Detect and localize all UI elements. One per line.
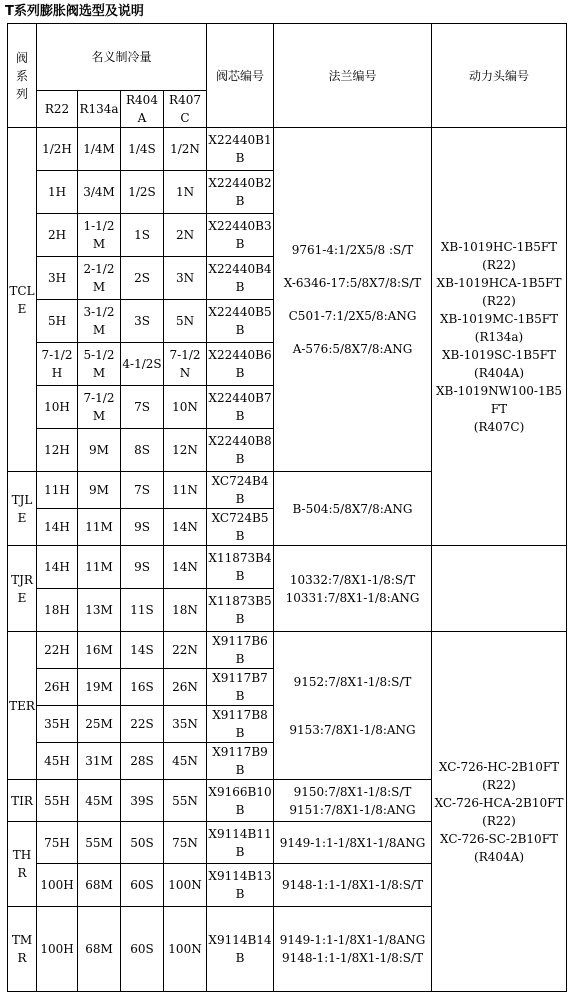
series-tcle: TCLE (8, 128, 37, 472)
cell-r22: 35H (37, 706, 78, 743)
cell-r407c: 18N (164, 589, 207, 632)
header-power-head: 动力头编号 (432, 24, 567, 128)
cell-r22: 1/2H (37, 128, 78, 171)
cell-r404a: 1/2S (121, 171, 164, 214)
flange-tjle: B-504:5/8X7/8:ANG (274, 472, 432, 546)
header-r407c: R407C (164, 91, 207, 128)
cell-core: X11873B4B (207, 546, 274, 589)
cell-core: X22440B4B (207, 257, 274, 300)
cell-core: X22440B7B (207, 386, 274, 429)
power-head-group-2: XC-726-HC-2B10FT (R22) XC-726-HCA-2B10FT (R22) XC-726-SC-2B10FT (R404A) (432, 632, 567, 992)
header-row (8, 24, 567, 91)
cell-core: X22440B2B (207, 171, 274, 214)
cell-r22: 75H (37, 822, 78, 864)
series-thr: THR (8, 822, 37, 907)
power-head-group-1: XB-1019HC-1B5FT (R22) XB-1019HCA-1B5FT (R22) XB-1019MC-1B5FT (R134a) XB-1019SC-1B5FT (R404A) XB-1019NW100-1B5FT (R407C) (432, 128, 567, 546)
cell-core: X22440B5B (207, 300, 274, 343)
cell-core: XC724B5B (207, 509, 274, 546)
cell-r22: 100H (37, 864, 78, 907)
cell-r407c: 35N (164, 706, 207, 743)
cell-r22: 45H (37, 743, 78, 780)
cell-r407c: 1N (164, 171, 207, 214)
cell-r134a: 68M (78, 907, 121, 992)
cell-r407c: 45N (164, 743, 207, 780)
cell-r404a: 39S (121, 780, 164, 822)
series-tmr: TMR (8, 907, 37, 992)
cell-r134a: 3/4M (78, 171, 121, 214)
cell-core: X22440B1B (207, 128, 274, 171)
flange-thr-100: 9148-1:1-1/8X1-1/8:S/T (274, 864, 432, 907)
header-core: 阀芯编号 (207, 24, 274, 128)
flange-ter: 9152:7/8X1-1/8:S/T 9153:7/8X1-1/8:ANG (274, 632, 432, 780)
cell-r22: 3H (37, 257, 78, 300)
cell-r134a: 3-1/2M (78, 300, 121, 343)
series-ter: TER (8, 632, 37, 780)
cell-r404a: 9S (121, 546, 164, 589)
cell-r134a: 16M (78, 632, 121, 669)
cell-r407c: 5N (164, 300, 207, 343)
cell-core: X9114B11B (207, 822, 274, 864)
flange-tmr: 9149-1:1-1/8X1-1/8ANG 9148-1:1-1/8X1-1/8:S/T (274, 907, 432, 992)
cell-r22: 55H (37, 780, 78, 822)
cell-core: X22440B3B (207, 214, 274, 257)
cell-core: X9117B7B (207, 669, 274, 706)
header-series: 阀 系 列 (8, 24, 37, 128)
cell-r407c: 26N (164, 669, 207, 706)
cell-r407c: 55N (164, 780, 207, 822)
cell-r407c: 7-1/2N (164, 343, 207, 386)
header-capacity: 名义制冷量 (37, 24, 207, 91)
power-head-empty (432, 546, 567, 632)
cell-r22: 12H (37, 429, 78, 472)
cell-r134a: 19M (78, 669, 121, 706)
cell-r134a: 1/4M (78, 128, 121, 171)
cell-r134a: 31M (78, 743, 121, 780)
cell-r22: 5H (37, 300, 78, 343)
cell-core: X9117B9B (207, 743, 274, 780)
cell-r404a: 1S (121, 214, 164, 257)
series-tjre: TJRE (8, 546, 37, 632)
cell-r407c: 2N (164, 214, 207, 257)
cell-r134a: 9M (78, 429, 121, 472)
cell-r134a: 13M (78, 589, 121, 632)
cell-r407c: 22N (164, 632, 207, 669)
cell-core: X22440B8B (207, 429, 274, 472)
cell-r407c: 100N (164, 864, 207, 907)
cell-r404a: 9S (121, 509, 164, 546)
cell-r22: 7-1/2H (37, 343, 78, 386)
cell-r404a: 60S (121, 864, 164, 907)
flange-tcle: 9761-4:1/2X5/8 :S/T X-6346-17:5/8X7/8:S/T C501-7:1/2X5/8:ANG A-576:5/8X7/8:ANG (274, 128, 432, 472)
cell-r407c: 11N (164, 472, 207, 509)
cell-r404a: 4-1/2S (121, 343, 164, 386)
cell-r407c: 14N (164, 546, 207, 589)
table-row (8, 632, 567, 669)
cell-r22: 26H (37, 669, 78, 706)
cell-r134a: 9M (78, 472, 121, 509)
header-flange: 法兰编号 (274, 24, 432, 128)
cell-r134a: 68M (78, 864, 121, 907)
cell-r404a: 50S (121, 822, 164, 864)
cell-r404a: 1/4S (121, 128, 164, 171)
table-row (8, 546, 567, 589)
flange-thr-75: 9149-1:1-1/8X1-1/8ANG (274, 822, 432, 864)
cell-r407c: 1/2N (164, 128, 207, 171)
cell-core: X9117B8B (207, 706, 274, 743)
cell-core: X22440B6B (207, 343, 274, 386)
cell-r407c: 10N (164, 386, 207, 429)
cell-core: X11873B5B (207, 589, 274, 632)
cell-core: X9117B6B (207, 632, 274, 669)
cell-r404a: 3S (121, 300, 164, 343)
cell-r134a: 2-1/2M (78, 257, 121, 300)
header-r404a: R404A (121, 91, 164, 128)
cell-r134a: 25M (78, 706, 121, 743)
header-r134a: R134a (78, 91, 121, 128)
cell-r407c: 12N (164, 429, 207, 472)
cell-r134a: 11M (78, 509, 121, 546)
cell-r404a: 28S (121, 743, 164, 780)
flange-tjre: 10332:7/8X1-1/8:S/T 10331:7/8X1-1/8:ANG (274, 546, 432, 632)
cell-r404a: 7S (121, 472, 164, 509)
cell-r22: 14H (37, 546, 78, 589)
cell-r407c: 75N (164, 822, 207, 864)
cell-r134a: 55M (78, 822, 121, 864)
table-row (8, 128, 567, 171)
cell-core: X9114B14B (207, 907, 274, 992)
cell-r404a: 22S (121, 706, 164, 743)
cell-r22: 18H (37, 589, 78, 632)
cell-r407c: 3N (164, 257, 207, 300)
cell-r22: 1H (37, 171, 78, 214)
header-r22: R22 (37, 91, 78, 128)
cell-r134a: 1-1/2M (78, 214, 121, 257)
flange-tir: 9150:7/8X1-1/8:S/T 9151:7/8X1-1/8:ANG (274, 780, 432, 822)
cell-r404a: 7S (121, 386, 164, 429)
cell-core: X9114B13B (207, 864, 274, 907)
cell-r134a: 5-1/2M (78, 343, 121, 386)
cell-r404a: 2S (121, 257, 164, 300)
series-tjle: TJLE (8, 472, 37, 546)
cell-r404a: 14S (121, 632, 164, 669)
cell-r134a: 7-1/2M (78, 386, 121, 429)
page-title: T系列膨胀阀选型及说明 (5, 4, 144, 19)
cell-r22: 22H (37, 632, 78, 669)
cell-r404a: 11S (121, 589, 164, 632)
cell-r407c: 14N (164, 509, 207, 546)
cell-r22: 11H (37, 472, 78, 509)
cell-r407c: 100N (164, 907, 207, 992)
cell-r22: 10H (37, 386, 78, 429)
cell-r22: 14H (37, 509, 78, 546)
cell-core: X9166B10B (207, 780, 274, 822)
cell-r404a: 16S (121, 669, 164, 706)
valve-selection-table (7, 23, 567, 992)
cell-r134a: 45M (78, 780, 121, 822)
series-tir: TIR (8, 780, 37, 822)
cell-r404a: 60S (121, 907, 164, 992)
cell-core: XC724B4B (207, 472, 274, 509)
cell-r22: 2H (37, 214, 78, 257)
cell-r134a: 11M (78, 546, 121, 589)
cell-r22: 100H (37, 907, 78, 992)
cell-r404a: 8S (121, 429, 164, 472)
